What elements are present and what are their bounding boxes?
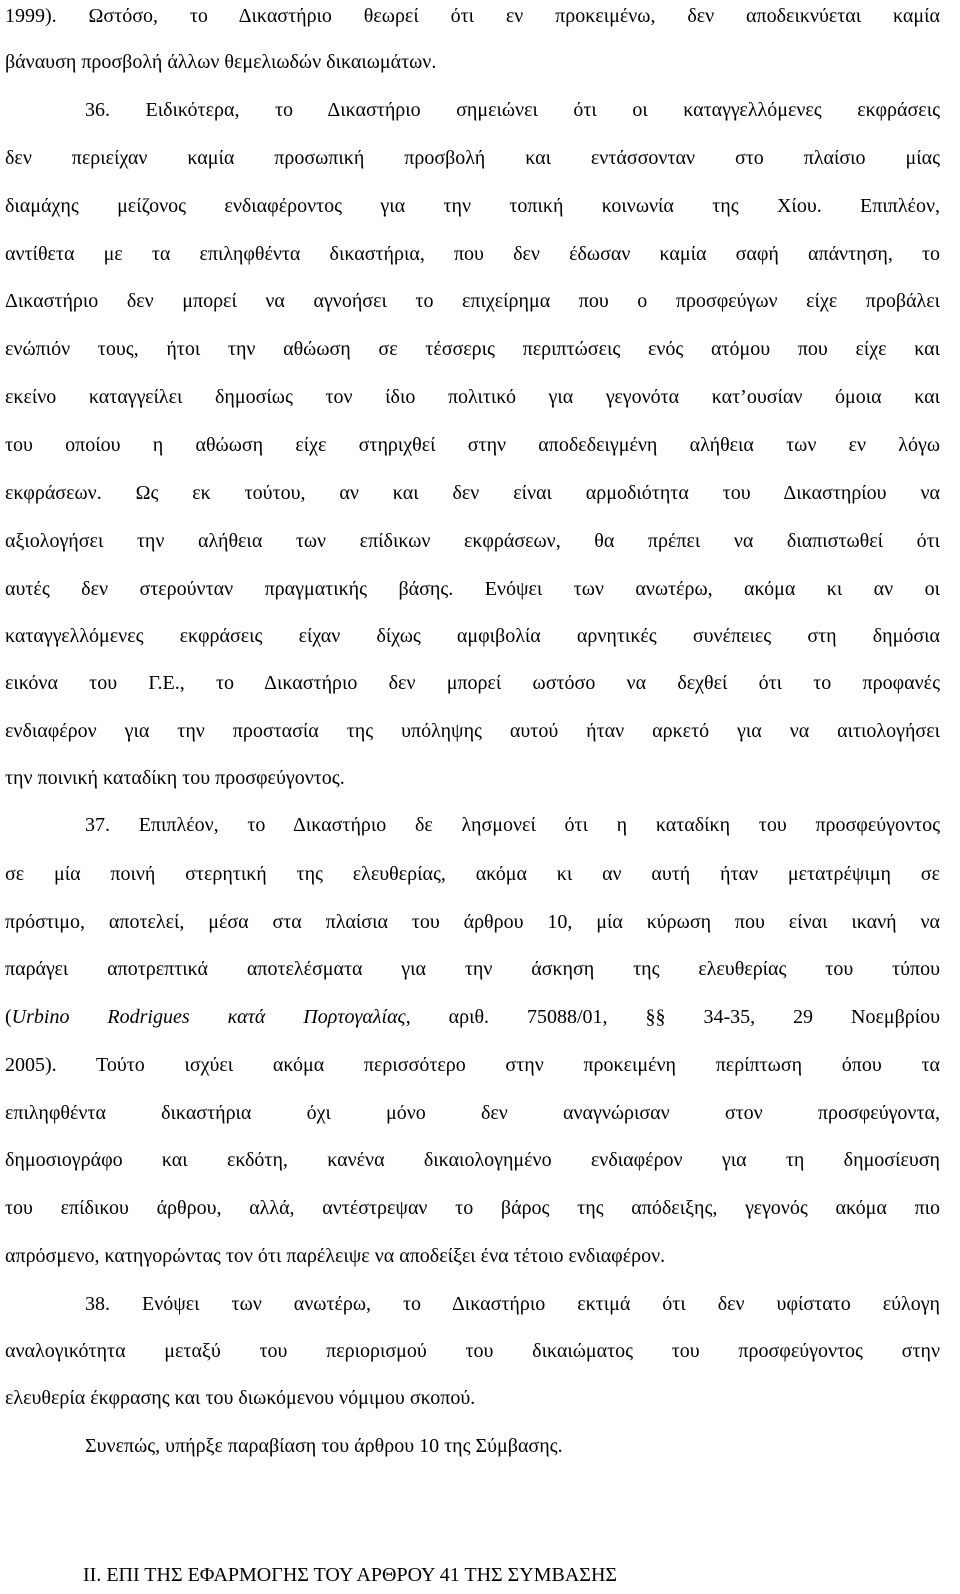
paragraph-38-line-2: αναλογικότητα μεταξύ του περιορισμού του δικαιώματος του προσφεύγοντος στην	[5, 1340, 940, 1362]
paragraph-36-line-5: Δικαστήριο δεν μπορεί να αγνοήσει το επιχείρημα που ο προσφεύγων είχε προβάλει	[5, 290, 940, 312]
paragraph-37-line-3: πρόστιμο, αποτελεί, μέσα στα πλαίσια του άρθρου 10, μία κύρωση που είναι ικανή να	[5, 911, 940, 933]
paragraph-intro-line-2: βάναυση προσβολή άλλων θεμελιωδών δικαιωμάτων.	[5, 51, 437, 73]
paragraph-36-line-9: εκφράσεων. Ως εκ τούτου, αν και δεν είναι αρμοδιότητα του Δικαστηρίου να	[5, 482, 940, 504]
paragraph-36-line-8: του οποίου η αθώωση είχε στηριχθεί στην αποδεδειγμένη αλήθεια των εν λόγω	[5, 434, 940, 456]
paragraph-intro-line-1: 1999). Ωστόσο, το Δικαστήριο θεωρεί ότι εν προκειμένω, δεν αποδεικνύεται καμία	[5, 5, 940, 27]
paragraph-36-line-10: αξιολογήσει την αλήθεια των επίδικων εκφράσεων, θα πρέπει να διαπιστωθεί ότι	[5, 530, 940, 552]
paragraph-36-line-2: δεν περιείχαν καμία προσωπική προσβολή και εντάσσονταν στο πλαίσιο μίας	[5, 147, 940, 169]
section-heading: ΙΙ. ΕΠΙ ΤΗΣ ΕΦΑΡΜΟΓΗΣ ΤΟΥ ΑΡΘΡΟΥ 41 ΤΗΣ ΣΥΜΒΑΣΗΣ	[83, 1564, 618, 1586]
paragraph-38-line-3: ελευθερία έκφρασης και του διωκόμενου νόμιμου σκοπού.	[5, 1387, 476, 1409]
paragraph-37-citation-line	[5, 1005, 940, 1029]
citation-case-name: Urbino Rodrigues κατά Πορτογαλίας	[11, 1006, 406, 1028]
paragraph-37-line-2: σε μία ποινή στερητική της ελευθερίας, ακόμα κι αν αυτή ήταν μετατρέψιμη σε	[5, 863, 940, 885]
paragraph-36-line-3: διαμάχης μείζονος ενδιαφέροντος για την τοπική κοινωνία της Χίου. Επιπλέον,	[5, 195, 940, 217]
paragraph-36-line-7: εκείνο καταγγείλει δημοσίως τον ίδιο πολιτικό για γεγονότα κατ’ουσίαν όμοια και	[5, 386, 940, 408]
paragraph-36-line-6: ενώπιόν τους, ήτοι την αθώωση σε τέσσερις περιπτώσεις ενός ατόμου που είχε και	[5, 338, 940, 360]
paragraph-37-line-8: δημοσιογράφο και εκδότη, κανένα δικαιολογημένο ενδιαφέρον για τη δημοσίευση	[5, 1149, 940, 1171]
paragraph-36-line-14: ενδιαφέρον για την προστασία της υπόληψης αυτού ήταν αρκετό για να αιτιολογήσει	[5, 720, 940, 742]
paragraph-37-line-7: επιληφθέντα δικαστήρια όχι μόνο δεν αναγνώρισαν στον προσφεύγοντα,	[5, 1102, 940, 1124]
paragraph-36-line-15: την ποινική καταδίκη του προσφεύγοντος.	[5, 767, 345, 789]
paragraph-37-line-9: του επίδικου άρθρου, αλλά, αντέστρεψαν το βάρος της απόδειξης, γεγονός ακόμα πιο	[5, 1197, 940, 1219]
paragraph-36-line-12: καταγγελλόμενες εκφράσεις είχαν δίχως αμφιβολία αρνητικές συνέπειες στη δημόσια	[5, 625, 940, 647]
paragraph-38-line-1: 38. Ενόψει των ανωτέρω, το Δικαστήριο εκτιμά ότι δεν υφίστατο εύλογη	[85, 1293, 940, 1315]
paragraph-37-line-6: 2005). Τούτο ισχύει ακόμα περισσότερο στην προκειμένη περίπτωση όπου τα	[5, 1054, 940, 1076]
conclusion: Συνεπώς, υπήρξε παραβίαση του άρθρου 10 της Σύμβασης.	[85, 1435, 563, 1457]
citation-open-paren: (	[5, 1006, 12, 1028]
paragraph-37-line-10: απρόσμενο, κατηγορώντας τον ότι παρέλειψε να αποδείξει ένα τέτοιο ενδιαφέρον.	[5, 1245, 666, 1267]
citation-reference: , αριθ. 75088/01, §§ 34-35, 29 Νοεμβρίου	[405, 1006, 941, 1028]
paragraph-36-line-11: αυτές δεν στερούνταν πραγματικής βάσης. Ενόψει των ανωτέρω, ακόμα κι αν οι	[5, 578, 940, 600]
paragraph-37-line-1: 37. Επιπλέον, το Δικαστήριο δε λησμονεί ότι η καταδίκη του προσφεύγοντος	[85, 814, 940, 836]
paragraph-36-line-4: αντίθετα με τα επιληφθέντα δικαστήρια, που δεν έδωσαν καμία σαφή απάντηση, το	[5, 243, 940, 265]
paragraph-36-line-13: εικόνα του Γ.Ε., το Δικαστήριο δεν μπορεί ωστόσο να δεχθεί ότι το προφανές	[5, 672, 940, 694]
paragraph-36-line-1: 36. Ειδικότερα, το Δικαστήριο σημειώνει ότι οι καταγγελλόμενες εκφράσεις	[85, 99, 940, 121]
paragraph-37-line-4: παράγει αποτρεπτικά αποτελέσματα για την άσκηση της ελευθερίας του τύπου	[5, 958, 940, 980]
